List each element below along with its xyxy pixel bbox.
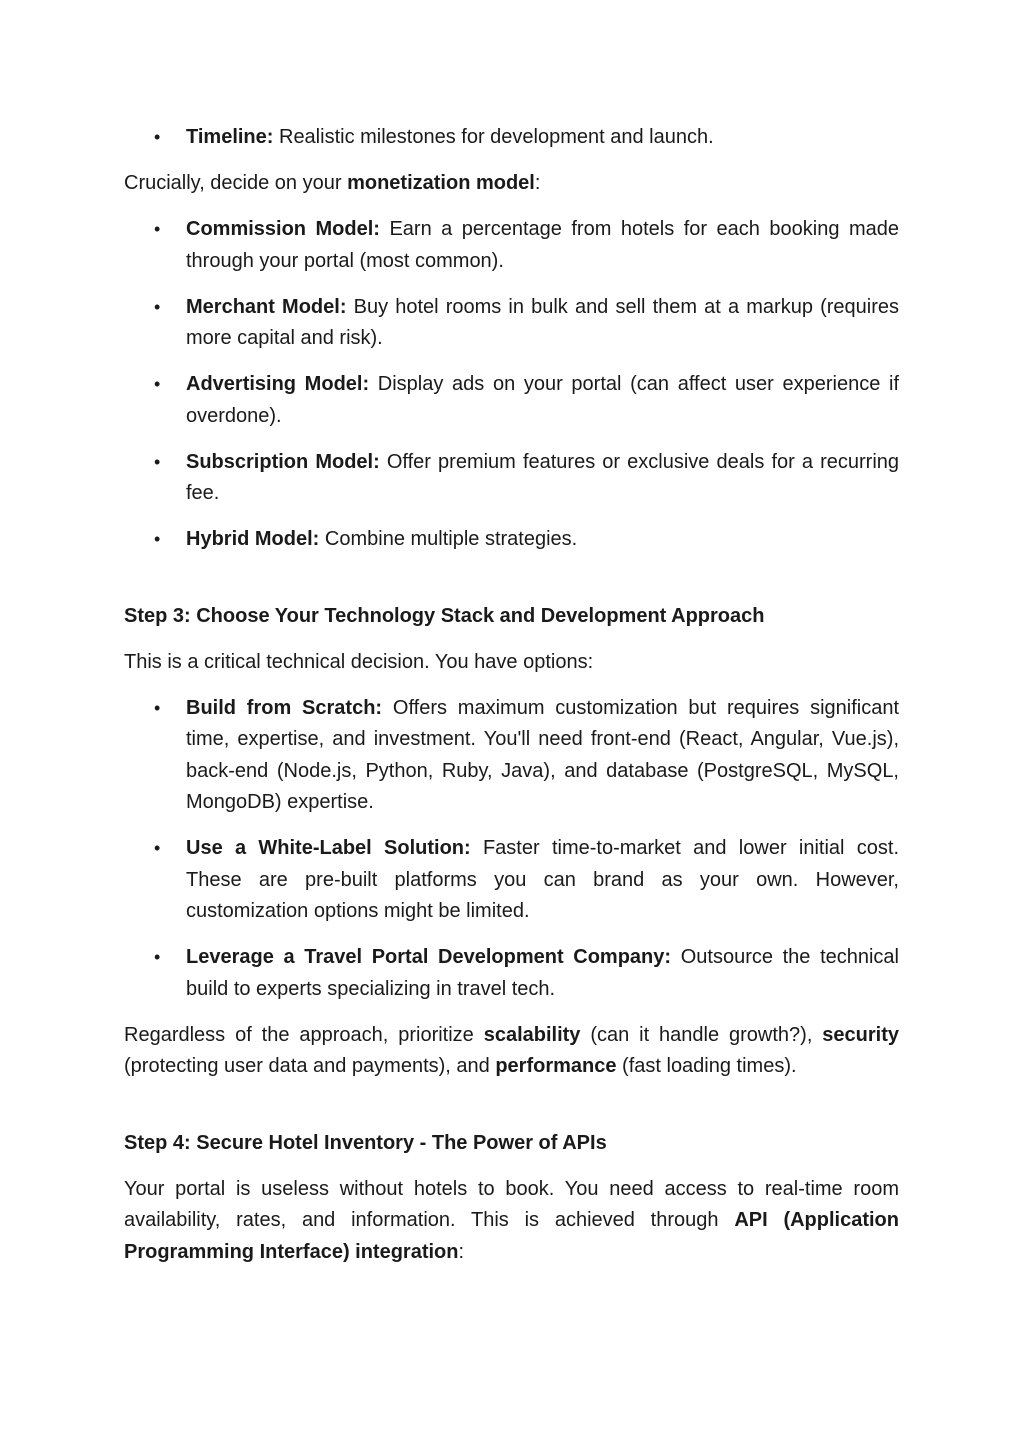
step3-closing: Regardless of the approach, prioritize scalability (can it handle growth?), security (protecting user data and payments), and performance (fast loading times).: [124, 1023, 899, 1077]
list-item-white-label: • Use a White-Label Solution: Faster time-to-market and lower initial cost. These are pre-built platforms you can brand as your own. However, customization options might be limited.: [124, 833, 899, 928]
list-item-hybrid: • Hybrid Model: Combine multiple strategies.: [124, 524, 899, 556]
list-item-advertising: • Advertising Model: Display ads on your portal (can affect user experience if overdone).: [124, 369, 899, 432]
document-page: [124, 122, 899, 1268]
list-item-commission: • Commission Model: Earn a percentage from hotels for each booking made through your portal (most common).: [124, 214, 899, 277]
list-item-subscription: • Subscription Model: Offer premium features or exclusive deals for a recurring fee.: [124, 447, 899, 510]
step3-intro: This is a critical technical decision. You have options:: [124, 650, 594, 673]
timeline-list: [124, 122, 899, 154]
list-item-merchant: • Merchant Model: Buy hotel rooms in bulk and sell them at a markup (requires more capital and risk).: [124, 292, 899, 355]
list-item-timeline: • Timeline: Realistic milestones for development and launch.: [124, 122, 899, 154]
step4-intro: Your portal is useless without hotels to book. You need access to real-time room availability, rates, and information. This is achieved through API (Application Programming Interface) integration:: [124, 1177, 899, 1263]
monetization-intro: Crucially, decide on your monetization model:: [124, 172, 541, 194]
list-item-development-company: • Leverage a Travel Portal Development Company: Outsource the technical build to experts specializing in travel tech.: [124, 942, 899, 1005]
step3-options-list: [124, 693, 899, 1006]
list-item-build-from-scratch: • Build from Scratch: Offers maximum customization but requires significant time, expertise, and investment. You'll need front-end (React, Angular, Vue.js), back-end (Node.js, Python, Ruby, Java), and database (PostgreSQL, MySQL, MongoDB) expertise.: [124, 693, 899, 819]
monetization-list: [124, 214, 899, 556]
step3-heading: Step 3: Choose Your Technology Stack and Development Approach: [124, 604, 765, 627]
step4-heading: Step 4: Secure Hotel Inventory - The Power of APIs: [124, 1131, 607, 1154]
